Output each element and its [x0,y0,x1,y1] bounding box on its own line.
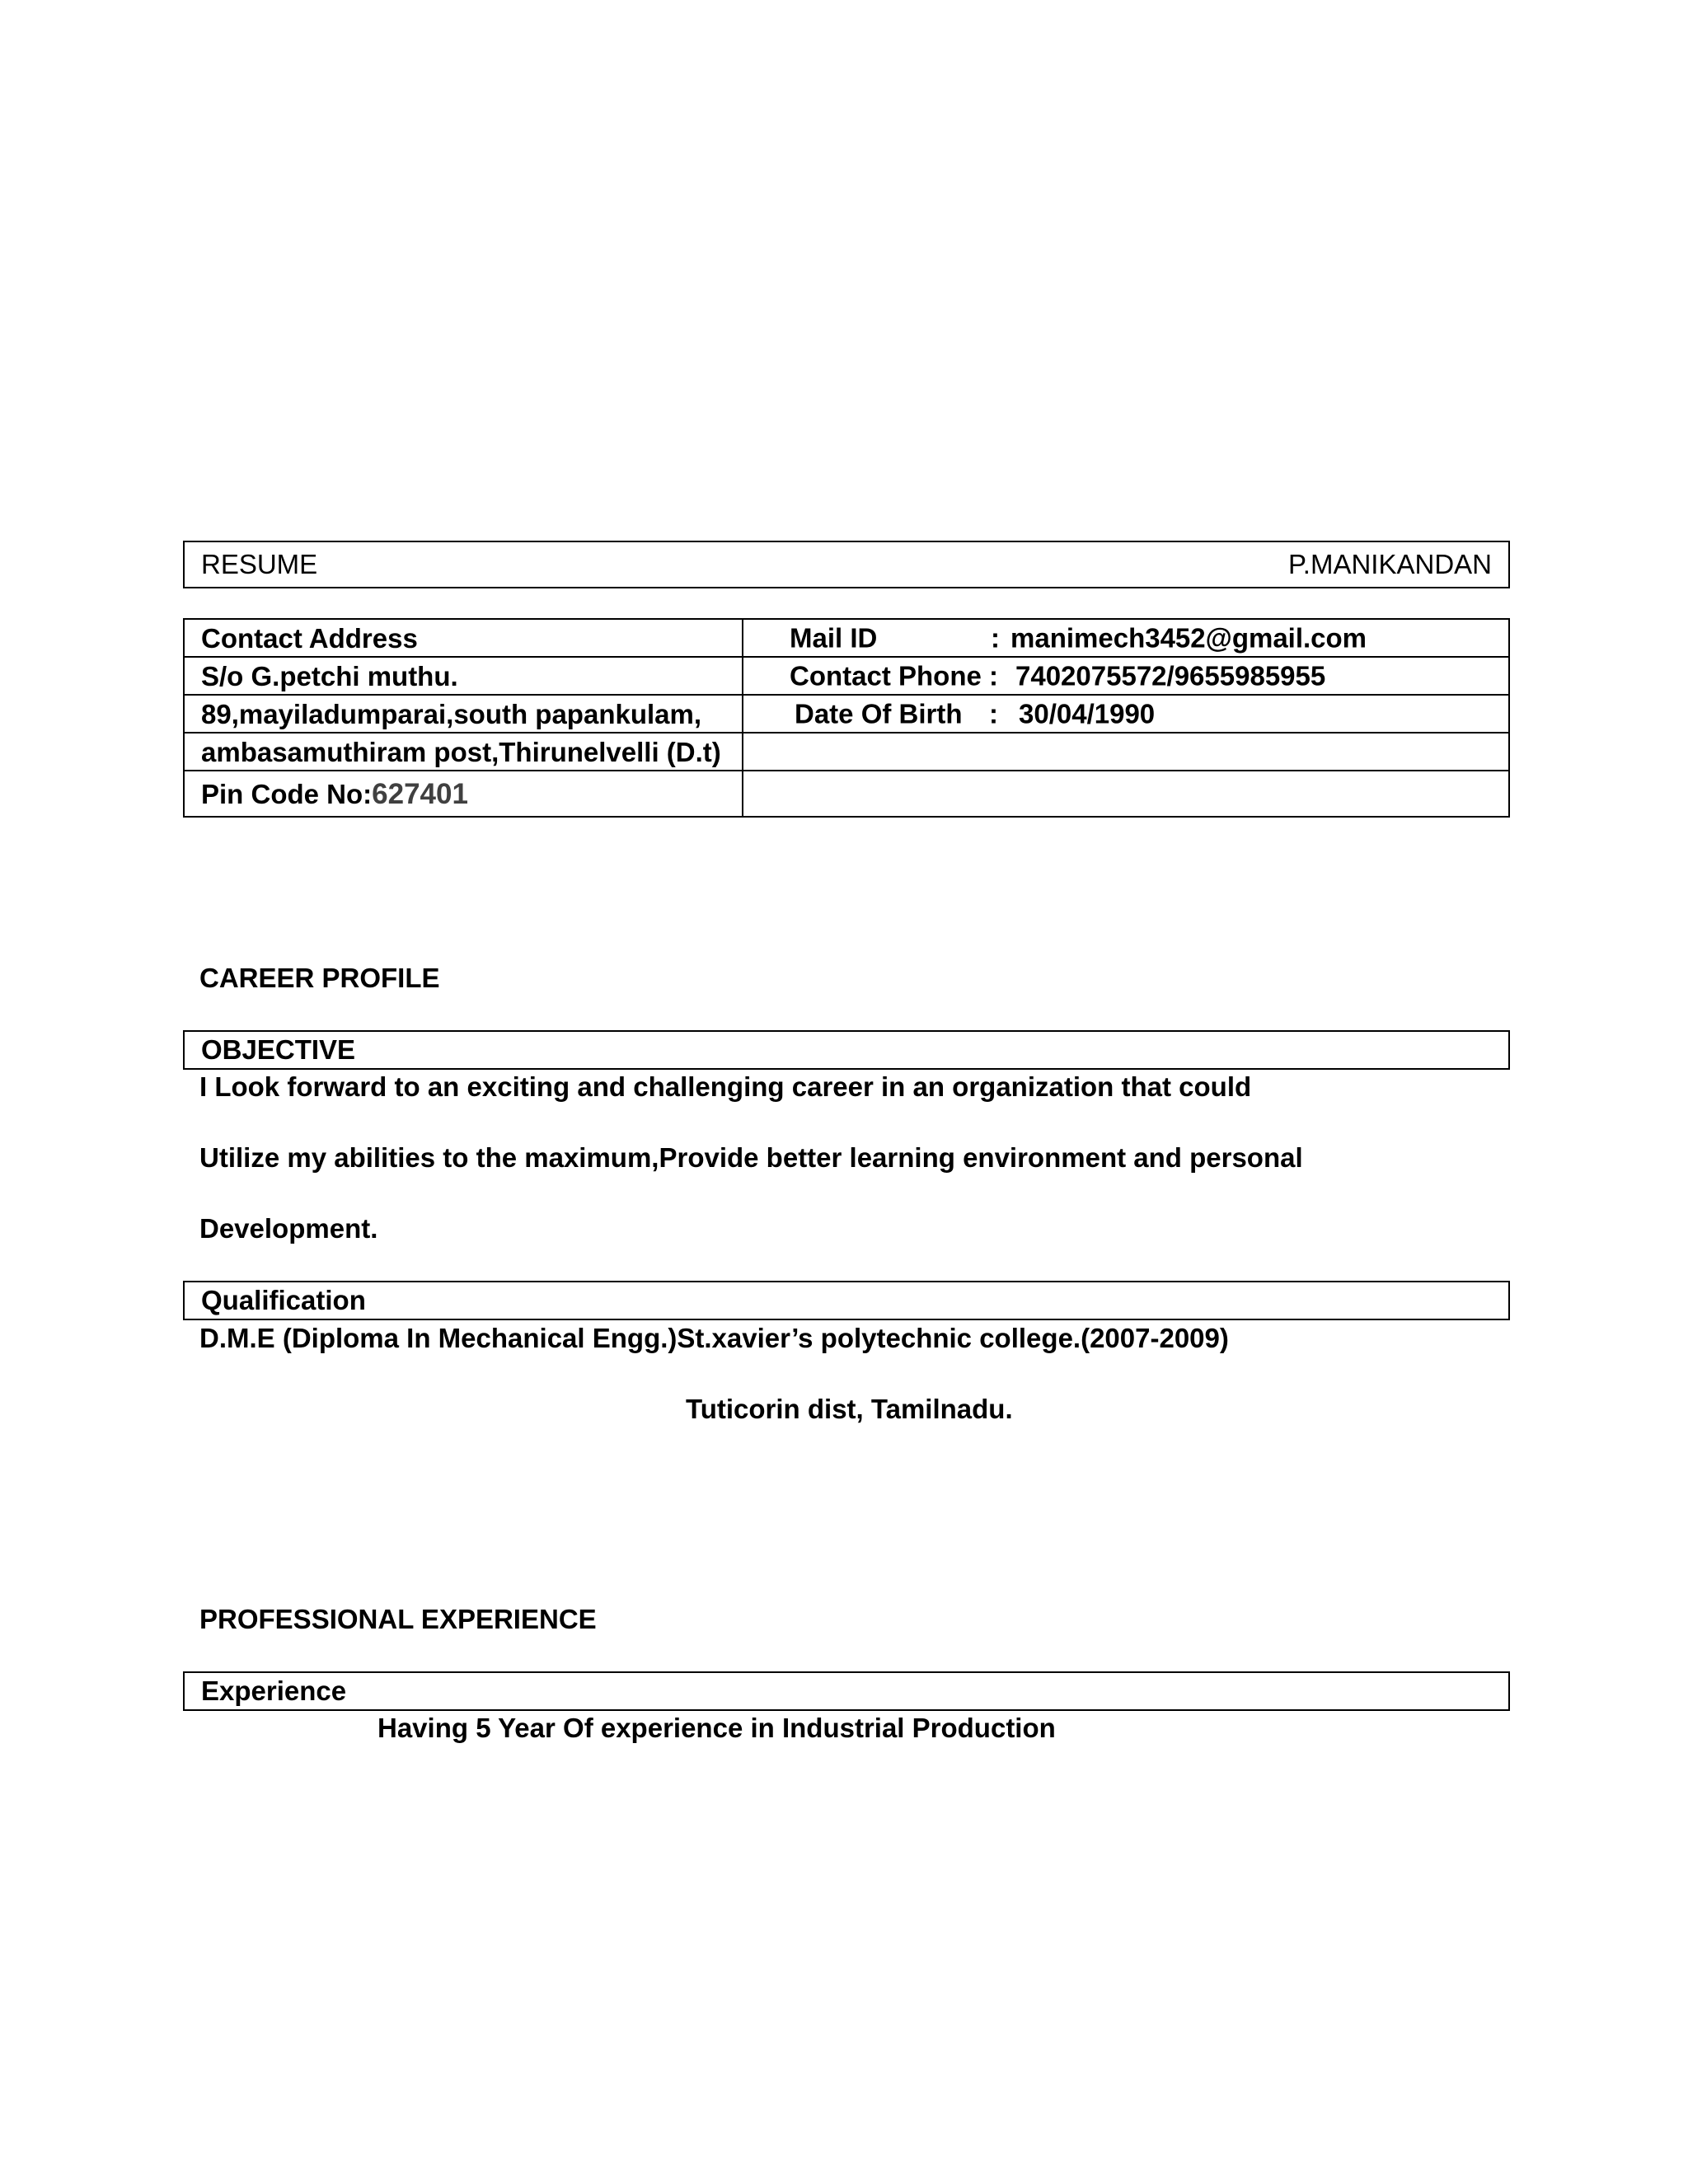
professional-experience-heading: PROFESSIONAL EXPERIENCE [199,1604,597,1634]
phone-value: 7402075572/9655985955 [1015,660,1326,691]
contact-table [183,618,1510,818]
mail-value: manimech3452@gmail.com [1010,622,1367,654]
experience-line: Having 5 Year Of experience in Industrial Production [377,1713,1056,1743]
phone-separator: : [989,660,998,691]
resume-title: RESUME [201,549,318,579]
phone-cell [743,657,1509,695]
pin-code-label: Pin Code No: [201,778,373,809]
objective-line-1: I Look forward to an exciting and challenging career in an organization that could [199,1071,1252,1102]
dob-separator: : [989,698,998,729]
dob-cell [743,695,1509,733]
dob-label: Date Of Birth [795,698,963,729]
dob-value: 30/04/1990 [1019,698,1156,729]
empty-cell [743,733,1509,771]
table-row [184,619,1509,657]
experience-label: Experience [201,1675,347,1706]
pin-code-cell [184,771,743,817]
qualification-label: Qualification [201,1285,366,1315]
address-line-3: ambasamuthiram post,Thirunelvelli (D.t) [184,733,743,771]
qualification-location: Tuticorin dist, Tamilnadu. [686,1394,1013,1424]
objective-box [183,1030,1510,1070]
career-profile-heading: CAREER PROFILE [199,963,440,993]
candidate-name: P.MANIKANDAN [1288,549,1492,579]
table-row [184,695,1509,733]
contact-address-heading: Contact Address [184,619,743,657]
empty-cell [743,771,1509,817]
pin-code-value: 627401 [372,777,468,810]
objective-line-2: Utilize my abilities to the maximum,Provide better learning environment and personal [199,1142,1303,1173]
objective-label: OBJECTIVE [201,1034,356,1065]
resume-header-box [183,541,1510,588]
table-row [184,657,1509,695]
mail-cell [743,619,1509,657]
mail-separator: : [991,622,1000,654]
table-row [184,771,1509,817]
mail-label: Mail ID [790,622,878,654]
address-line-2: 89,mayiladumparai,south papankulam, [184,695,743,733]
experience-box [183,1671,1510,1711]
table-row [184,733,1509,771]
objective-line-3: Development. [199,1213,378,1244]
qualification-box [183,1281,1510,1320]
address-line-1: S/o G.petchi muthu. [184,657,743,695]
phone-label: Contact Phone [790,660,982,691]
qualification-line: D.M.E (Diploma In Mechanical Engg.)St.xavier’s polytechnic college.(2007-2009) [199,1323,1229,1353]
